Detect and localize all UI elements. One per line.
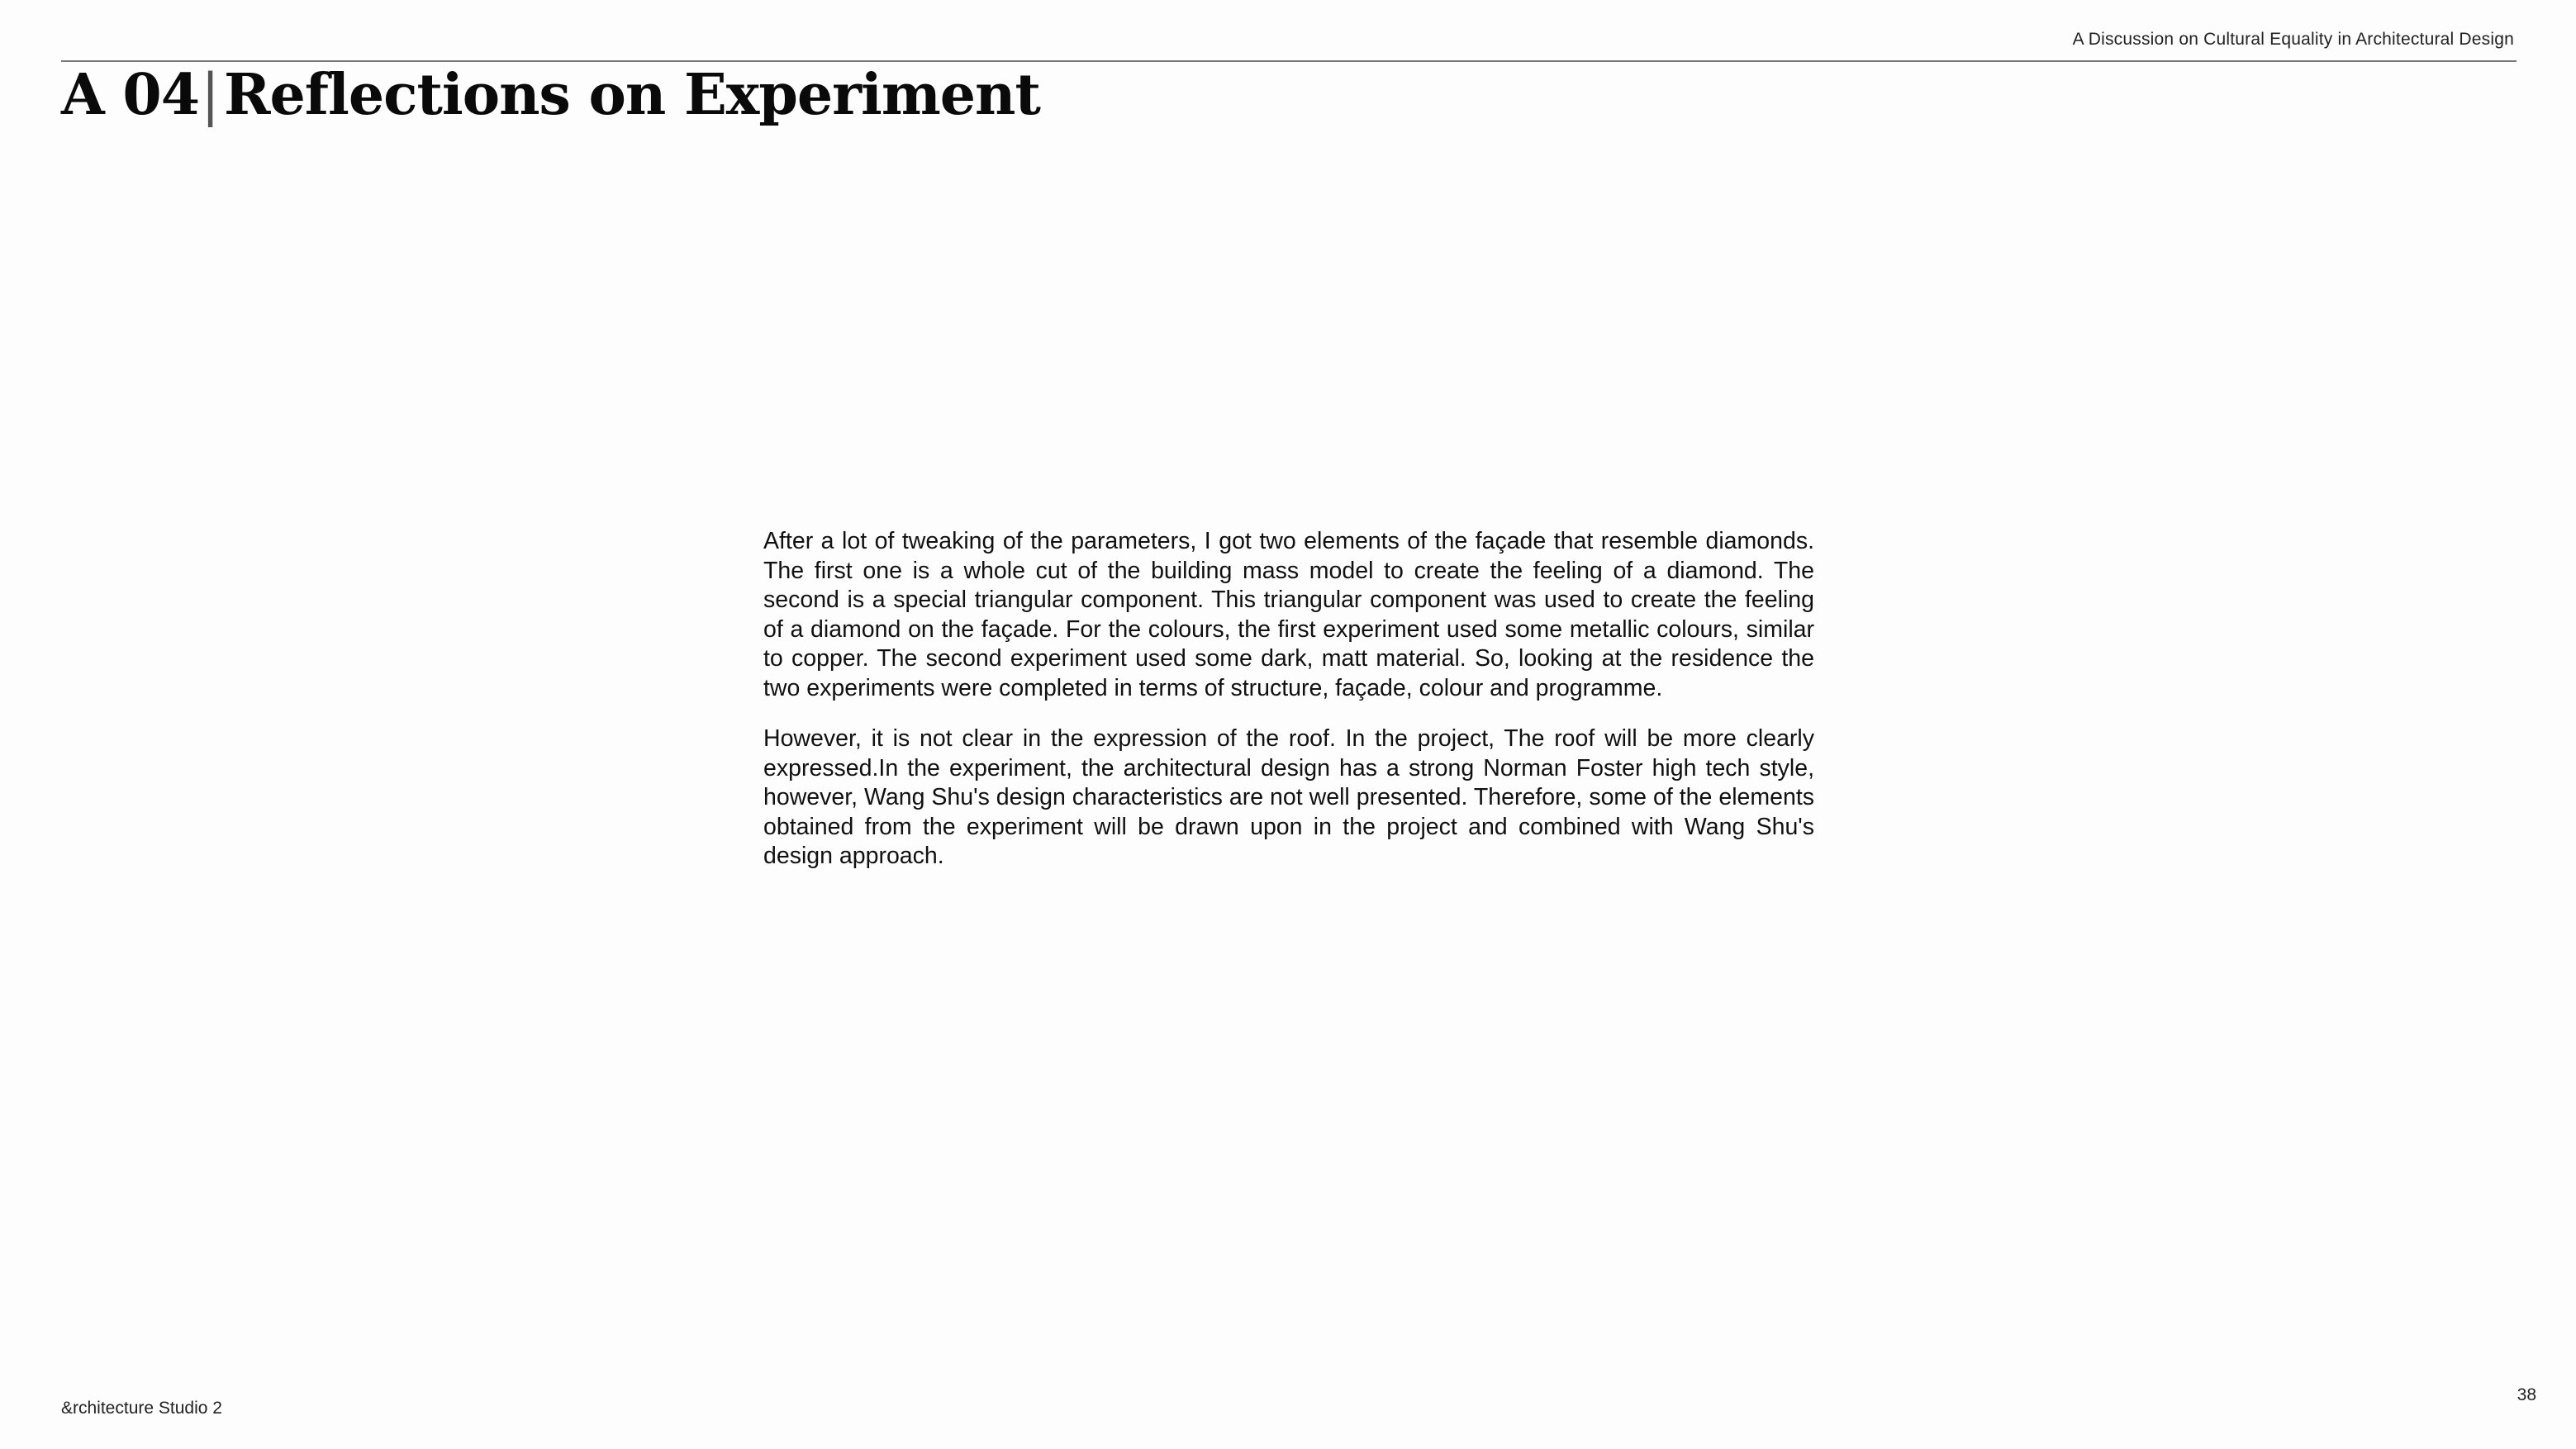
page-number: 38 <box>2517 1385 2536 1404</box>
section-title: Reflections on Experiment <box>223 62 1040 128</box>
body-text <box>763 527 1814 893</box>
running-header-title: A Discussion on Cultural Equality in Architectural Design <box>2072 30 2514 49</box>
footer-studio-label: &rchitecture Studio 2 <box>61 1399 222 1418</box>
paragraph: After a lot of tweaking of the parameters, I got two elements of the façade that resemble diamonds. The first one is a whole cut of the building mass model to create the feeling of a diamond. The second is a special triangular component. This triangular component was used to create the feeling of a diamond on the façade. For the colours, the first experiment used some metallic colours, similar to copper. The second experiment used some dark, matt material. So, looking at the residence the two experiments were completed in terms of structure, façade, colour and programme. <box>763 528 1814 701</box>
paragraph: However, it is not clear in the expression of the roof. In the project, The roof will be more clearly expressed.In the experiment, the architectural design has a strong Norman Foster high tech style, however, Wang Shu's design characteristics are not well presented. Therefore, some of the elements obtained from the experiment will be drawn upon in the project and combined with Wang Shu's design approach. <box>763 725 1814 869</box>
title-separator: | <box>201 63 219 128</box>
page-title <box>61 64 1040 127</box>
section-code: A 04 <box>61 62 200 128</box>
